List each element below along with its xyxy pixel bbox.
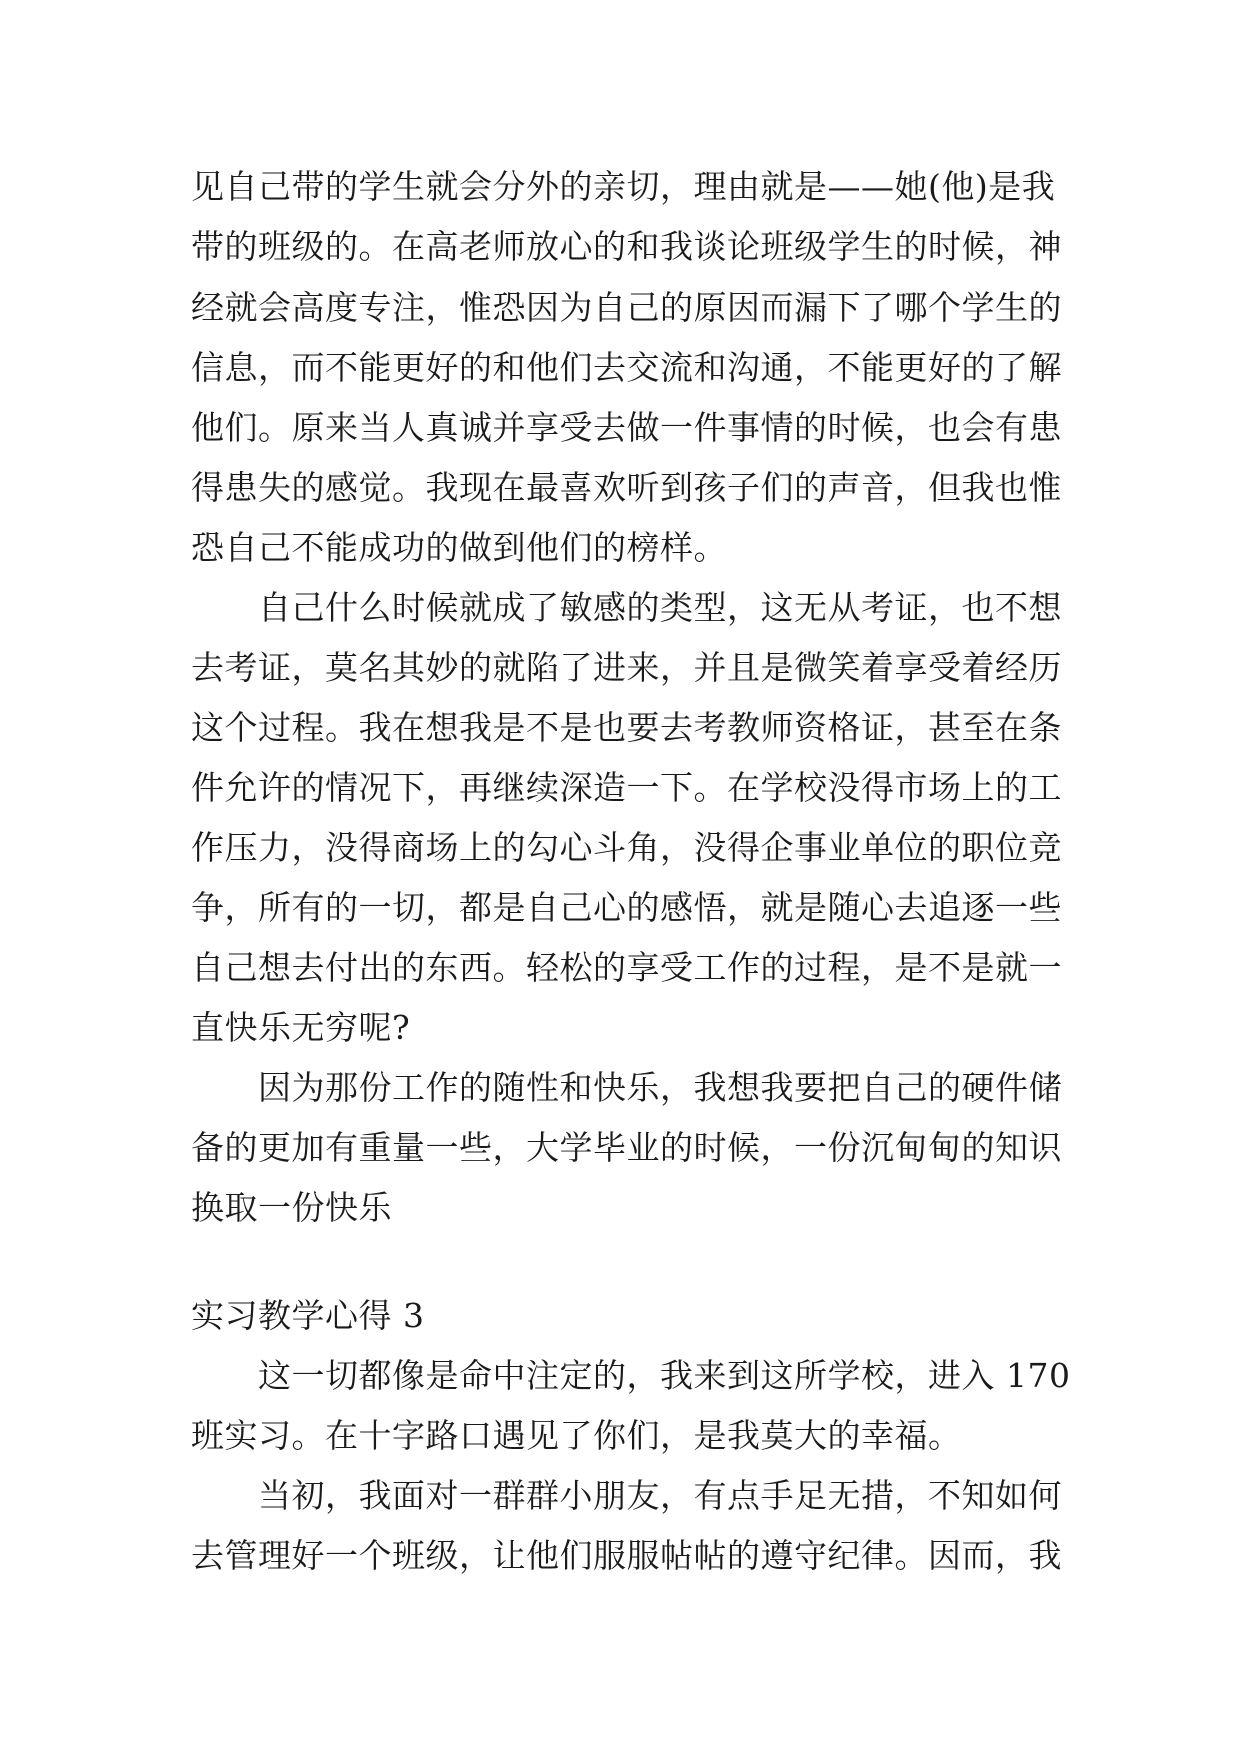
paragraph-3-line-3: 换取一份快乐 bbox=[191, 1188, 392, 1227]
section-heading: 实习教学心得 3 bbox=[191, 1296, 425, 1335]
paragraph-1-line-5: 他们。原来当人真诚并享受去做一件事情的时候，也会有患 bbox=[191, 408, 1062, 447]
paragraph-4-line-1: 这一切都像是命中注定的，我来到这所学校，进入 170 bbox=[258, 1356, 1071, 1395]
paragraph-2-line-3: 这个过程。我在想我是不是也要去考教师资格证，甚至在条 bbox=[191, 708, 1062, 747]
paragraph-1-line-6: 得患失的感觉。我现在最喜欢听到孩子们的声音，但我也惟 bbox=[191, 468, 1062, 507]
paragraph-2-line-8: 直快乐无穷呢? bbox=[191, 1008, 411, 1047]
paragraph-2-line-2: 去考证，莫名其妙的就陷了进来，并且是微笑着享受着经历 bbox=[191, 648, 1062, 687]
paragraph-1-line-7: 恐自己不能成功的做到他们的榜样。 bbox=[191, 528, 727, 567]
paragraph-1-line-1: 见自己带的学生就会分外的亲切，理由就是——她(他)是我 bbox=[191, 167, 1056, 206]
paragraph-4-line-2: 班实习。在十字路口遇见了你们，是我莫大的幸福。 bbox=[191, 1416, 962, 1455]
paragraph-2-line-5: 作压力，没得商场上的勾心斗角，没得企事业单位的职位竞 bbox=[191, 828, 1062, 867]
paragraph-2-line-1: 自己什么时候就成了敏感的类型，这无从考证，也不想 bbox=[258, 588, 1062, 627]
paragraph-3-line-2: 备的更加有重量一些，大学毕业的时候，一份沉甸甸的知识 bbox=[191, 1128, 1062, 1167]
paragraph-5-line-2: 去管理好一个班级，让他们服服帖帖的遵守纪律。因而，我 bbox=[191, 1536, 1062, 1575]
paragraph-3-line-1: 因为那份工作的随性和快乐，我想我要把自己的硬件储 bbox=[258, 1068, 1062, 1107]
paragraph-5-line-1: 当初，我面对一群群小朋友，有点手足无措，不知如何 bbox=[258, 1476, 1062, 1515]
paragraph-1-line-3: 经就会高度专注，惟恐因为自己的原因而漏下了哪个学生的 bbox=[191, 288, 1062, 327]
paragraph-1-line-2: 带的班级的。在高老师放心的和我谈论班级学生的时候，神 bbox=[191, 227, 1062, 266]
paragraph-2-line-7: 自己想去付出的东西。轻松的享受工作的过程，是不是就一 bbox=[191, 948, 1062, 987]
paragraph-2-line-4: 件允许的情况下，再继续深造一下。在学校没得市场上的工 bbox=[191, 768, 1062, 807]
paragraph-1-line-4: 信息，而不能更好的和他们去交流和沟通，不能更好的了解 bbox=[191, 348, 1062, 387]
paragraph-2-line-6: 争，所有的一切，都是自己心的感悟，就是随心去追逐一些 bbox=[191, 888, 1062, 927]
